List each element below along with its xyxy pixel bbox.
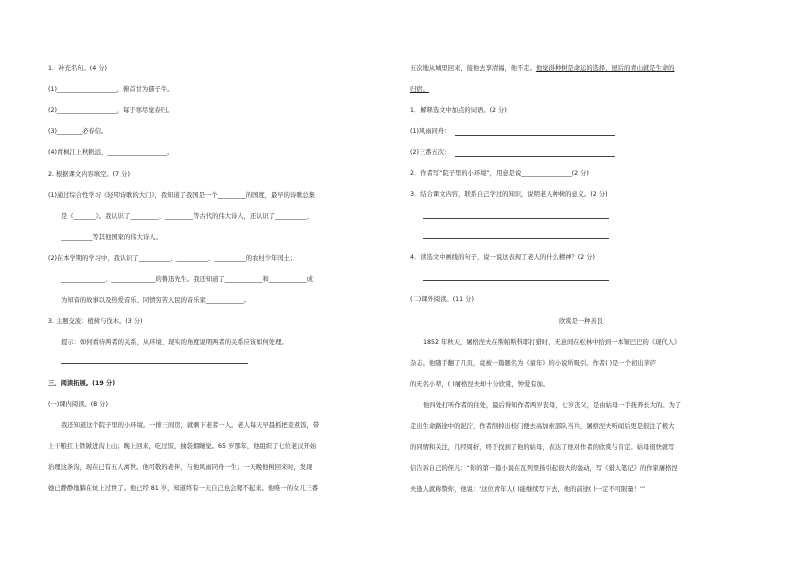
passage-continuation [410, 66, 674, 72]
section-three-title: 三、阅读拓展。(19 分) [48, 380, 116, 387]
q2-line: 是《_______》。我认识了_________、_________等古代的伟大诗人，还认识了__________、 [61, 213, 313, 220]
story-line: 他四处打听作者的住处，最后得知作者两岁丧母，七岁丧父，是由姑母一手抚养长大的。为了 [423, 402, 682, 409]
question-4: 4．读选文中画线的句子，说一说这表现了老人的什么精神？(2 分) [410, 254, 595, 261]
q1-item: (2)___________________，每于寒尽觉春归。 [48, 107, 174, 114]
story-line: 夫逢人就称赞你，他说：‘这位青年人( )能继续写下去，他的前途( )一定不可限量！’” [410, 486, 646, 493]
passage-line: 上干粮扛上铁锨进沟上山；晚上回来，吃过饭，抽袋烟睡觉。65 岁那年，他组织了七位老汉开始 [48, 443, 317, 450]
answer-line [423, 218, 609, 219]
answer-line [455, 135, 615, 136]
answer-line [423, 238, 609, 239]
passage-text: 五次地从城里回来，接他去享清福，他不走。 [410, 65, 536, 72]
q3-title: 3. 主题交流：植树与伐木。(3 分) [48, 318, 143, 325]
question-1a: (1)风雨同舟： [410, 128, 451, 135]
passage-line: 治理这条沟，现在已有五人离世。他可敬的老伴，与他风雨同舟一生；一天晚他树回来时，发现 [48, 464, 313, 471]
question-2: 2．作者写“院子里的小环境”，用意是说________________(2 分) [410, 170, 589, 177]
story-line: 的无名小辈，( )屠格涅夫却十分欣赏，钟爱有加。 [410, 381, 550, 388]
q2-line: (1)通过综合性学习《轻叩诗歌的大门》，我知道了我国是一个_________的国度，最早的诗歌总集 [48, 192, 316, 199]
answer-line [423, 280, 609, 281]
q2-title: 2. 根据课文内容填空。(7 分) [48, 171, 130, 178]
q1-item: (1)___________________，俯首甘为孺子牛。 [48, 86, 174, 93]
underlined-sentence: 他觉得种树是命运的选择，屋后的青山就是生命的 [535, 65, 675, 72]
question-1: 1．解释选文中加点的词语。(2 分) [410, 107, 507, 114]
story-line: 杂志。他随手翻了几页，竟被一篇题名为《童年》的小说所吸引。作者( )是一个初出茅庐 [410, 360, 657, 367]
q2-line: 为知音的故事以及热爱音乐、同情穷苦人民的音乐家____________。 [61, 297, 250, 304]
answer-line [455, 156, 615, 157]
q2-line: (2)在本学期的学习中，我认识了__________、__________、__________的农村少年闰土； [48, 255, 297, 262]
q2-line: ______________、______________的鲁迅先生。我还知道了____________和____________成 [61, 276, 313, 283]
outclass-reading-title: (二)课外阅读。(11 分) [410, 296, 474, 303]
story-line: 信告诉自己的侄儿：“你的第一篇小说在瓦列里扬引起很大的轰动，写《猎人笔记》的作家屠格涅 [410, 465, 678, 472]
q1-title: 1．补充名句。(4 分) [48, 65, 108, 72]
answer-line [61, 363, 248, 364]
story-title: 欣赏是一种善良 [558, 318, 604, 325]
q1-item: (3)________必春信。 [48, 128, 108, 135]
inclass-reading-title: (一)课内阅读。(8 分) [48, 401, 108, 408]
q2-line: __________等其他国家的伟大诗人。 [61, 234, 162, 241]
question-1b: (2)三番五次： [410, 149, 451, 156]
question-3: 3．结合课文内容，联系自己学过的知识，说明老人种树的意义。(2 分) [410, 191, 608, 198]
q1-item: (4)青枫江上秋帆远，___________________。 [48, 149, 174, 156]
story-line: 走出生命路途中的泥泞，作者削掉出校门便去高加索部队当兵，屠格涅夫听闻后更是很注了极大 [410, 423, 675, 430]
passage-line: 我还知道这个院子里的小环境。一排三间房，就剩下老者一人。老人每天早晨抓把麦煮饭，带 [61, 422, 320, 429]
story-line: 的同情和关注，几经周折，终于找到了他的姑母，表达了他对作者的欣赏与肯定。姑母很快就写 [410, 444, 675, 451]
story-line: 1852 年秋天，屠格涅夫在斯帕斯科耶打猎时，无意间在松林中拾到一本皱巴巴的《现代人》 [423, 339, 681, 346]
passage-line: 她已静静地躺在炕上过世了。他已经 81 岁，知道终有一天自己也会爬不起来。他唯一的女儿三番 [48, 485, 319, 492]
underlined-sentence-end: 归宿。 [410, 86, 429, 93]
q3-hint: 提示：如何看待两者的关系，从环境、现实的角度说明两者的关系应该如何处理。 [61, 339, 288, 346]
